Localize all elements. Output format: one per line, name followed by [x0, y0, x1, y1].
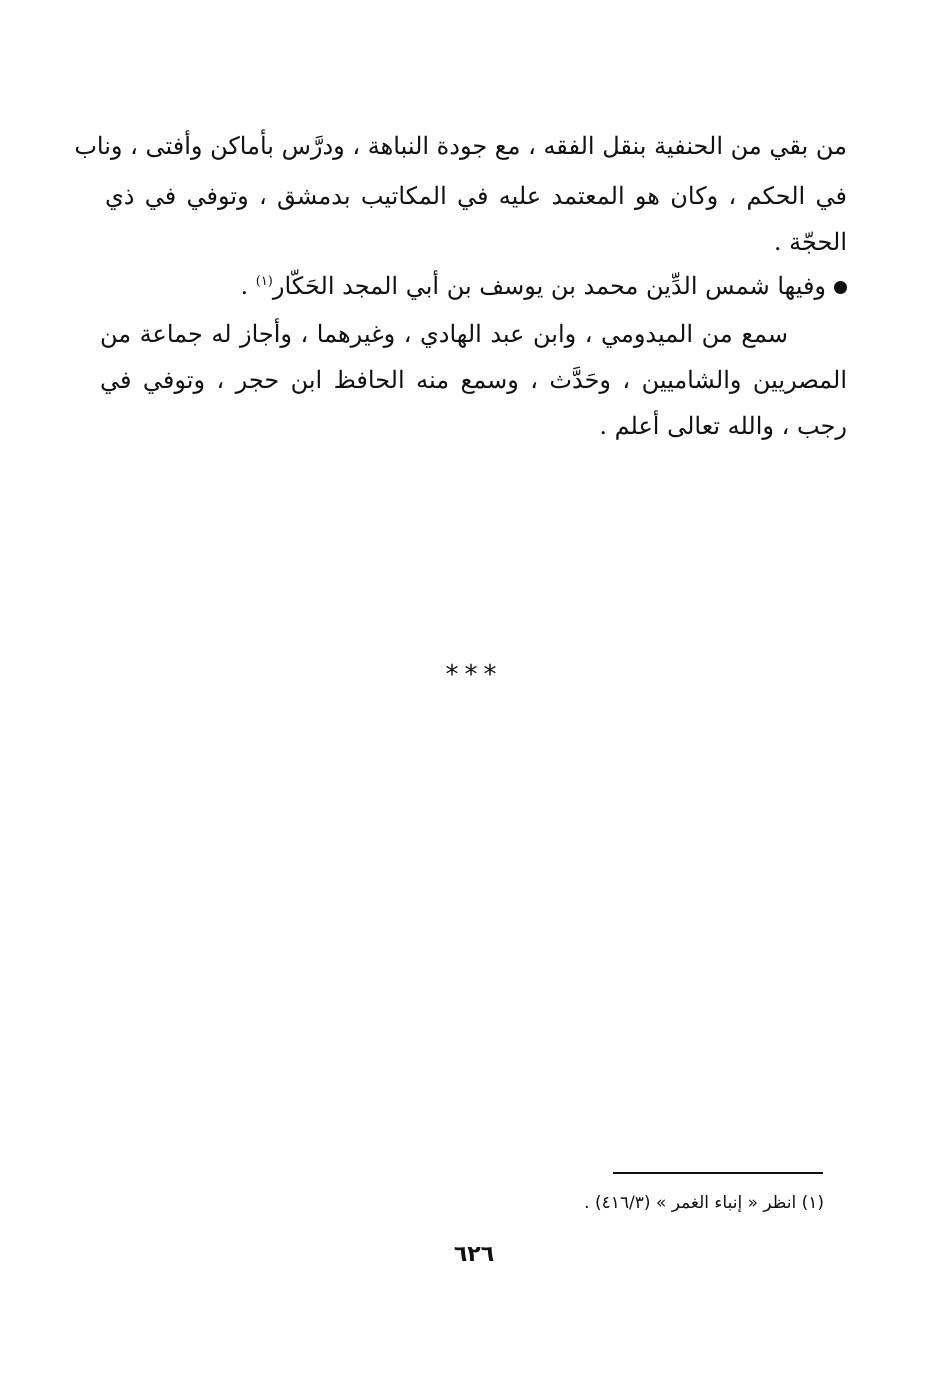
footnote-divider — [613, 1172, 823, 1174]
paragraph-2-line-2: المصريين والشاميين ، وحَدَّث ، وسمع منه الحافظ ابن حجر ، وتوفي في — [100, 366, 847, 394]
paragraph-2-line-1: سمع من الميدومي ، وابن عبد الهادي ، وغيرهما ، وأجاز له جماعة من — [100, 320, 788, 348]
paragraph-1-line-2: في الحكم ، وكان هو المعتمد عليه في المكاتيب بدمشق ، وتوفي في ذي — [105, 182, 847, 210]
section-separator: *** — [445, 660, 503, 690]
footnote-reference[interactable]: (١) — [255, 274, 273, 289]
entry-name: وفيها شمس الدِّين محمد بن يوسف بن أبي المجد الحَكّار — [272, 272, 826, 300]
paragraph-1-line-3: الحجّة . — [773, 228, 847, 256]
page-number: ٦٢٦ — [453, 1242, 495, 1267]
paragraph-1-line-1: من بقي من الحنفية بنقل الفقه ، مع جودة النباهة ، ودرَّس بأماكن وأفتى ، وناب — [74, 132, 847, 160]
footnote-text: (١) انظر « إنباء الغمر » (٤١٦/٣) . — [584, 1193, 824, 1213]
entry-end: . — [240, 272, 256, 300]
bullet-icon — [834, 281, 847, 294]
biography-entry-heading — [240, 272, 847, 301]
paragraph-2-line-3: رجب ، والله تعالى أعلم . — [599, 412, 847, 440]
